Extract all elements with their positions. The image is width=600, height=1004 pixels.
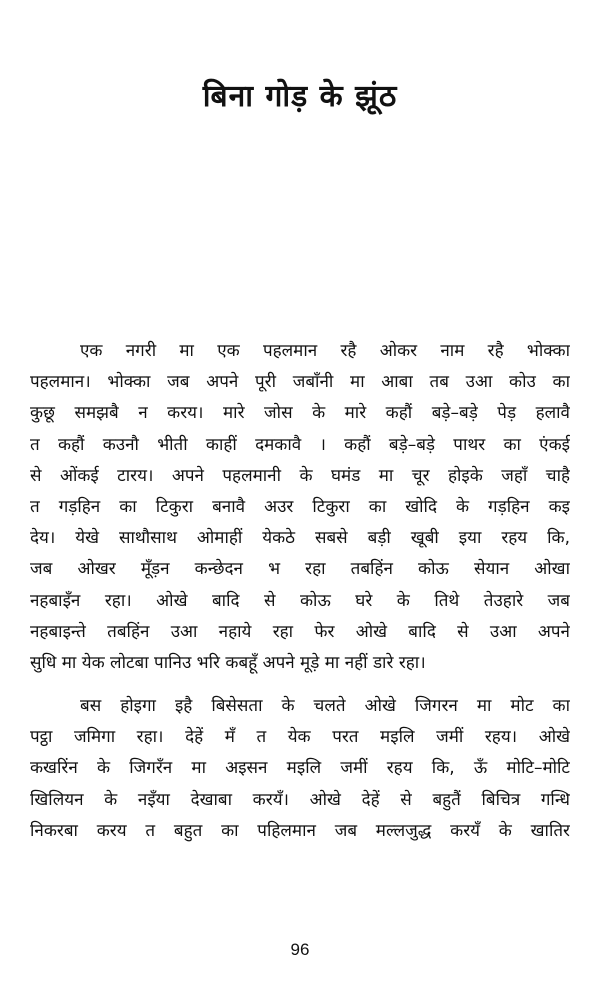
paragraph-2-line-1: बस होइगा इहै बिसेसता के चलते ओखे जिगरन मा मोट का xyxy=(80,696,570,717)
paragraph-1-line-10: नहबाइन्ते तबहिंन उआ नहाये रहा फेर ओखे बादि से उआ अपने xyxy=(30,621,570,642)
paragraph-1-line-11: सुधि मा येक लोटबा पानिउ भरि कबहूँ अपने मूड़े मा नहीं डारे रहा। xyxy=(30,652,426,673)
paragraph-1-line-9: नहबाइँन रहा। ओखे बादि से कोऊ घरे के तिथे तेउहारे जब xyxy=(30,590,570,611)
paragraph-2-line-2: पट्ठा जमिगा रहा। देहें मँ त येक परत मइलि जमीं रहय। ओखे xyxy=(30,727,570,748)
body-text xyxy=(30,336,570,847)
paragraph-1-line-3: कुछू समझबै न करय। मारे जोस के मारे कहौं बड़े–बड़े पेड़ हलावै xyxy=(30,403,570,424)
paragraph-1-line-7: देय। येखे साथौसाथ ओमाहीं येकठे सबसे बड़ी खूबी इया रहय कि, xyxy=(30,528,570,549)
paragraph-1-line-4: त कहौं कउनौ भीती काहीं दमकावै । कहौं बड़े–बड़े पाथर का एंकई xyxy=(30,434,570,455)
paragraph-gap xyxy=(30,679,570,691)
paragraph-1-line-8: जब ओखर मूँड़न कन्छेदन भ रहा तबहिंन कोऊ सेयान ओखा xyxy=(30,559,570,580)
paragraph-2-line-4: खिलियन के नइँया देखाबा करयँ। ओखे देहें से बहुतैं बिचित्र गन्धि xyxy=(30,789,570,810)
paragraph-1-line-1: एक नगरी मा एक पहलमान रहै ओकर नाम रहै भोक्का xyxy=(80,341,570,361)
paragraph-2-line-3: कखरिंन के जिगरँन मा अइसन मइलि जमीं रहय कि, ऊँ मोटि–मोटि xyxy=(30,758,570,779)
paragraph-1-line-2: पहलमान। भोक्का जब अपने पूरी जबाँनी मा आबा तब उआ कोउ का xyxy=(30,372,570,393)
paragraph-2-line-5: निकरबा करय त बहुत का पहिलमान जब मल्लजुद्ध करयँ के खातिर xyxy=(30,820,570,841)
paragraph-1-line-5: से ओंकई टारय। अपने पहलमानी के घमंड मा चूर होइके जहाँ चाहै xyxy=(30,465,570,486)
chapter-title: बिना गोड़ के झूंठ xyxy=(202,79,398,114)
page-number: 96 xyxy=(290,940,310,959)
paragraph-1-line-6: त गड़हिन का टिकुरा बनावै अउर टिकुरा का खोदि के गड़हिन कइ xyxy=(30,496,570,517)
